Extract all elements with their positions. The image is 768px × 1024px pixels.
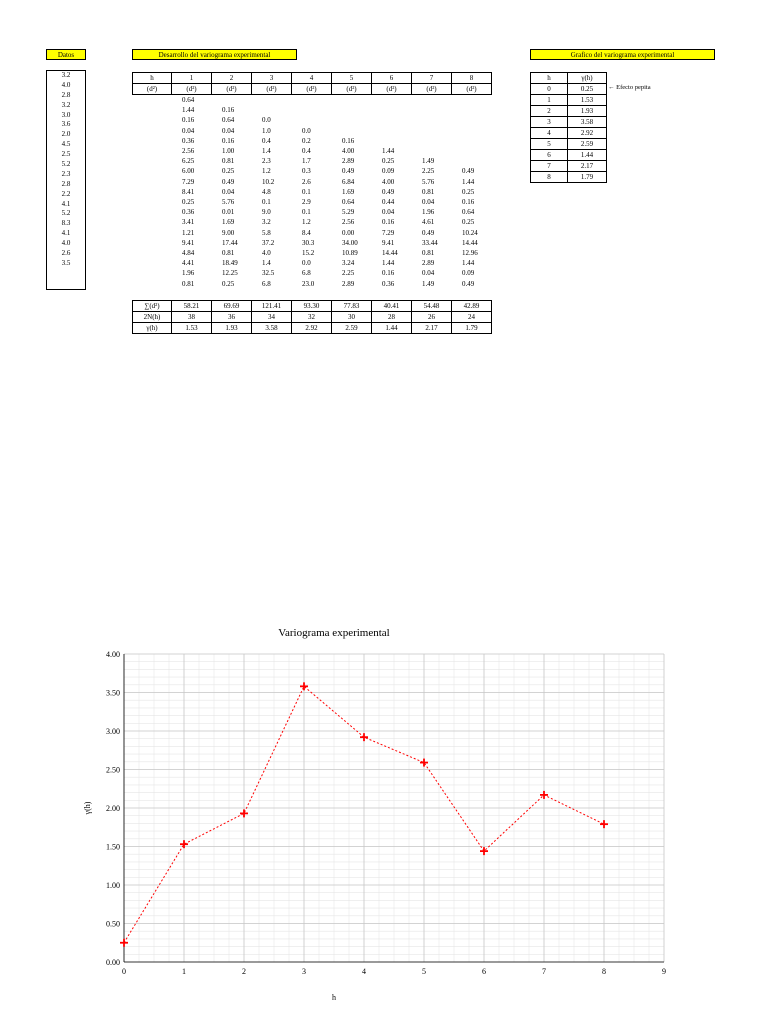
sum-cell: 40.41 xyxy=(372,301,412,312)
diff-value: 0.49 xyxy=(222,177,235,186)
y-tick-label: 3.50 xyxy=(106,688,120,698)
diff-value: 8.4 xyxy=(302,228,311,237)
diff-value: 4.41 xyxy=(182,259,195,268)
sum-cell: 58.21 xyxy=(172,301,212,312)
datos-value: 3.2 xyxy=(61,71,71,79)
gamma-header-cell: h xyxy=(531,73,568,84)
header-h-cell: 4 xyxy=(292,73,332,84)
diff-value: 5.76 xyxy=(222,198,235,206)
diff-value: 0.16 xyxy=(382,218,395,227)
grafico-label: Grafico del variograma experimental xyxy=(530,49,715,60)
datos-value: 5.2 xyxy=(61,209,71,218)
x-tick-label: 7 xyxy=(542,967,546,976)
x-tick-label: 2 xyxy=(242,967,246,976)
count-cell: 34 xyxy=(252,312,292,323)
header-d-cell: (d²) xyxy=(172,84,212,95)
datos-value: 2.2 xyxy=(61,189,71,198)
diff-value: 14.44 xyxy=(382,249,398,257)
diff-value: 2.25 xyxy=(422,167,435,176)
diff-value: 0.04 xyxy=(182,126,195,135)
datos-label: Datos xyxy=(46,49,86,60)
gamma-cell: 0.25 xyxy=(568,84,607,95)
diff-value: 0.81 xyxy=(182,279,195,288)
diff-value: 1.96 xyxy=(182,269,195,278)
header-h-cell: 7 xyxy=(412,73,452,84)
header-d-cell: (d²) xyxy=(332,84,372,95)
diff-value: 2.89 xyxy=(342,157,355,166)
diff-value: 1.00 xyxy=(222,147,235,155)
diff-value: 12.25 xyxy=(222,269,238,278)
diff-value: 0.25 xyxy=(382,157,395,166)
diff-value: 0.36 xyxy=(382,279,395,288)
y-tick-label: 3.00 xyxy=(106,727,120,736)
y-tick-label: 0.00 xyxy=(106,958,120,967)
diff-value: 6.8 xyxy=(302,269,311,278)
datos-list xyxy=(46,70,86,290)
diff-value: 1.7 xyxy=(302,157,311,166)
x-tick-label: 4 xyxy=(362,967,366,976)
diff-value: 37.2 xyxy=(262,238,275,247)
diff-value: 1.49 xyxy=(422,279,435,288)
diff-value: 10.24 xyxy=(462,228,478,237)
diff-value: 9.41 xyxy=(382,238,395,247)
count-cell: 24 xyxy=(452,312,492,323)
sum-cell: 121.41 xyxy=(252,301,292,312)
diff-value: 0.0 xyxy=(302,126,311,135)
x-tick-label: 6 xyxy=(482,967,486,976)
count-cell: 2N(h) xyxy=(133,312,172,323)
diff-value: 1.44 xyxy=(382,259,395,268)
x-tick-label: 9 xyxy=(662,967,666,976)
diff-value: 1.4 xyxy=(262,147,271,155)
header-d-cell: (d²) xyxy=(412,84,452,95)
diff-value: 23.0 xyxy=(302,279,315,288)
count-cell: 36 xyxy=(212,312,252,323)
diff-value: 12.96 xyxy=(462,249,478,257)
gamma-cell: 1.93 xyxy=(568,106,607,117)
x-tick-label: 1 xyxy=(182,967,186,976)
gamma-header-cell: γ(h) xyxy=(568,73,607,84)
diff-value: 0.25 xyxy=(462,218,475,227)
diff-value: 2.9 xyxy=(302,198,311,206)
gamma-cell: 2.17 xyxy=(412,323,452,334)
diff-value: 0.01 xyxy=(222,208,235,217)
datos-value: 4.1 xyxy=(61,229,71,238)
datos-value: 2.8 xyxy=(61,90,71,99)
diff-value: 0.49 xyxy=(382,187,395,196)
datos-value: 3.5 xyxy=(61,258,71,267)
diff-value: 0.81 xyxy=(422,187,435,196)
diff-value: 0.0 xyxy=(262,116,271,125)
sum-cell: ∑(d²) xyxy=(133,301,172,312)
diff-value: 33.44 xyxy=(422,238,438,247)
diff-value: 0.0 xyxy=(302,259,311,268)
gamma-cell: 8 xyxy=(531,172,568,183)
diff-value: 8.41 xyxy=(182,187,195,196)
gamma-cell: 2.59 xyxy=(332,323,372,334)
diff-value: 0.4 xyxy=(302,147,311,155)
diff-value: 0.25 xyxy=(222,167,235,176)
datos-value: 8.3 xyxy=(61,219,71,228)
diff-value: 9.41 xyxy=(182,238,195,247)
diff-value: 0.25 xyxy=(222,279,235,288)
diff-value: 1.44 xyxy=(462,177,475,186)
diff-value: 0.09 xyxy=(462,269,475,278)
chart-title: Variograma experimental xyxy=(278,627,390,639)
gamma-cell: 3 xyxy=(531,117,568,128)
diff-value: 0.09 xyxy=(382,167,395,176)
diff-value: 0.81 xyxy=(422,249,435,257)
datos-value: 4.5 xyxy=(61,140,71,149)
header-d-cell: (d²) xyxy=(133,84,172,95)
diff-value: 0.16 xyxy=(182,116,195,125)
diff-value: 0.16 xyxy=(342,136,355,145)
gamma-cell: 2.92 xyxy=(292,323,332,334)
gamma-cell: 3.58 xyxy=(252,323,292,334)
datos-value: 3.0 xyxy=(61,110,71,119)
diff-value: 1.49 xyxy=(422,157,435,166)
diff-value: 7.29 xyxy=(382,228,395,237)
diff-value: 0.1 xyxy=(302,208,311,217)
header-d-cell: (d²) xyxy=(292,84,332,95)
diff-value: 0.2 xyxy=(302,136,311,145)
diff-value: 0.64 xyxy=(462,208,475,217)
diff-value: 9.00 xyxy=(222,228,235,237)
datos-value: 4.0 xyxy=(61,80,71,89)
gamma-cell: 1 xyxy=(531,95,568,106)
diff-value: 6.25 xyxy=(182,157,195,166)
efecto-pepita-note: ← Efecto pepita xyxy=(608,84,651,91)
x-tick-label: 5 xyxy=(422,967,426,976)
sum-cell: 69.69 xyxy=(212,301,252,312)
y-tick-label: 4.00 xyxy=(106,650,120,659)
datos-value: 2.8 xyxy=(61,179,71,188)
diff-value: 0.49 xyxy=(462,167,475,176)
x-tick-label: 8 xyxy=(602,967,606,976)
diff-value: 0.64 xyxy=(182,96,195,104)
diff-value: 1.2 xyxy=(302,218,311,227)
diff-value: 1.69 xyxy=(342,187,355,196)
gamma-cell: 1.79 xyxy=(568,172,607,183)
header-d-cell: (d²) xyxy=(252,84,292,95)
gamma-cell: 2.59 xyxy=(568,139,607,150)
datos-value: 2.6 xyxy=(61,249,71,258)
datos-value: 4.0 xyxy=(61,239,71,248)
sum-cell: 93.30 xyxy=(292,301,332,312)
diff-value: 1.44 xyxy=(182,106,195,115)
diff-value: 3.2 xyxy=(262,218,271,227)
count-cell: 26 xyxy=(412,312,452,323)
x-tick-label: 0 xyxy=(122,967,126,976)
count-cell: 32 xyxy=(292,312,332,323)
sum-cell: 54.48 xyxy=(412,301,452,312)
gamma-cell: 4 xyxy=(531,128,568,139)
datos-value: 4.1 xyxy=(61,199,71,208)
variogram-summary-table xyxy=(132,300,492,334)
diff-value: 1.4 xyxy=(262,259,271,268)
y-axis-label: γ(h) xyxy=(83,801,92,815)
diff-value: 0.04 xyxy=(222,126,235,135)
diff-value: 32.5 xyxy=(262,269,275,278)
gamma-cell: 2.17 xyxy=(568,161,607,172)
diff-value: 0.1 xyxy=(302,187,311,196)
header-h-cell: 8 xyxy=(452,73,492,84)
diff-value: 1.69 xyxy=(222,218,235,227)
gamma-cell: 3.58 xyxy=(568,117,607,128)
diff-value: 34.00 xyxy=(342,238,358,247)
header-h-cell: 5 xyxy=(332,73,372,84)
diff-value: 0.25 xyxy=(182,198,195,206)
diff-value: 4.00 xyxy=(382,177,395,186)
gamma-cell: 1.44 xyxy=(372,323,412,334)
datos-value: 2.3 xyxy=(61,169,71,178)
header-h-cell: 2 xyxy=(212,73,252,84)
desarrollo-label: Desarrollo del variograma experimental xyxy=(132,49,297,60)
y-tick-label: 0.50 xyxy=(106,919,120,929)
header-h-cell: 1 xyxy=(172,73,212,84)
header-h-cell: 6 xyxy=(372,73,412,84)
diff-value: 0.44 xyxy=(382,198,395,206)
sum-cell: 77.83 xyxy=(332,301,372,312)
datos-value: 5.2 xyxy=(61,160,71,169)
gamma-table xyxy=(530,72,607,183)
diff-value: 0.49 xyxy=(462,279,475,288)
gamma-cell: 1.44 xyxy=(568,150,607,161)
sum-cell: 42.89 xyxy=(452,301,492,312)
gamma-cell: 1.93 xyxy=(212,323,252,334)
diff-value: 2.56 xyxy=(182,147,195,155)
diff-value: 2.25 xyxy=(342,269,355,278)
datos-value: 3.6 xyxy=(61,120,71,129)
gamma-cell: 0 xyxy=(531,84,568,95)
diff-value: 2.89 xyxy=(422,259,435,268)
y-tick-label: 1.50 xyxy=(106,842,120,852)
gamma-cell: 1.79 xyxy=(452,323,492,334)
header-d-cell: (d²) xyxy=(452,84,492,95)
diff-value: 0.36 xyxy=(182,136,195,145)
gamma-cell: 2 xyxy=(531,106,568,117)
diff-value: 9.0 xyxy=(262,208,271,217)
diff-value: 0.04 xyxy=(382,208,395,217)
diff-value: 1.0 xyxy=(262,126,271,135)
diff-value: 10.2 xyxy=(262,177,275,186)
diff-value: 15.2 xyxy=(302,249,315,257)
diff-value: 2.89 xyxy=(342,279,355,288)
diff-value: 0.36 xyxy=(182,208,195,217)
diff-value: 0.25 xyxy=(462,187,475,196)
diff-value: 0.64 xyxy=(222,116,235,125)
diff-value: 7.29 xyxy=(182,177,195,186)
diff-value: 18.49 xyxy=(222,259,238,268)
diff-value: 2.56 xyxy=(342,218,355,227)
diff-value: 4.8 xyxy=(262,187,271,196)
diff-value: 6.00 xyxy=(182,167,195,176)
diff-value: 6.84 xyxy=(342,177,355,186)
diff-value: 5.8 xyxy=(262,228,271,237)
diff-value: 0.1 xyxy=(262,198,271,206)
count-cell: 30 xyxy=(332,312,372,323)
gamma-cell: 7 xyxy=(531,161,568,172)
diff-value: 0.3 xyxy=(302,167,311,176)
diff-value: 1.2 xyxy=(262,167,271,176)
diff-value: 1.44 xyxy=(382,147,395,155)
diff-value: 5.76 xyxy=(422,177,435,186)
count-cell: 28 xyxy=(372,312,412,323)
diff-value: 2.6 xyxy=(302,177,311,186)
y-tick-label: 2.50 xyxy=(106,765,120,775)
gamma-cell: 6 xyxy=(531,150,568,161)
diff-value: 0.16 xyxy=(222,106,235,115)
header-h-cell: 3 xyxy=(252,73,292,84)
count-cell: 38 xyxy=(172,312,212,323)
gamma-cell: 5 xyxy=(531,139,568,150)
gamma-cell: 1.53 xyxy=(172,323,212,334)
y-tick-label: 2.00 xyxy=(106,804,120,813)
diff-value: 4.0 xyxy=(262,249,271,257)
gamma-cell: 2.92 xyxy=(568,128,607,139)
header-d-cell: (d²) xyxy=(212,84,252,95)
diff-value: 4.00 xyxy=(342,147,355,155)
y-tick-label: 1.00 xyxy=(106,881,120,890)
diff-value: 0.81 xyxy=(222,249,235,257)
diff-value: 1.96 xyxy=(422,208,435,217)
diff-value: 3.24 xyxy=(342,259,355,268)
variogram-chart xyxy=(60,616,680,1006)
datos-value: 3.2 xyxy=(61,100,71,109)
diff-value: 17.44 xyxy=(222,238,238,247)
x-axis-label: h xyxy=(332,993,336,1002)
diff-value: 0.00 xyxy=(342,228,355,237)
gamma-cell: γ(h) xyxy=(133,323,172,334)
diff-value: 0.16 xyxy=(222,136,235,145)
diff-value: 1.44 xyxy=(462,259,475,268)
datos-value: 2.0 xyxy=(61,130,71,139)
header-d-cell: (d²) xyxy=(372,84,412,95)
diff-value: 1.21 xyxy=(182,228,195,237)
diff-value: 0.64 xyxy=(342,198,355,206)
diff-value: 5.29 xyxy=(342,208,355,217)
diff-value: 0.04 xyxy=(222,187,235,196)
diff-value: 30.3 xyxy=(302,238,315,247)
x-tick-label: 3 xyxy=(302,967,306,976)
diff-value: 2.3 xyxy=(262,157,271,166)
diff-value: 0.81 xyxy=(222,157,235,166)
diff-value: 0.49 xyxy=(422,228,435,237)
diff-value: 10.89 xyxy=(342,249,358,257)
diff-value: 0.16 xyxy=(382,269,395,278)
diff-value: 0.04 xyxy=(422,269,435,278)
diff-value: 4.61 xyxy=(422,218,435,227)
datos-value: 2.5 xyxy=(61,150,71,159)
diff-value: 3.41 xyxy=(182,218,195,227)
diff-value: 0.49 xyxy=(342,167,355,176)
variogram-header-table xyxy=(132,72,492,95)
gamma-cell: 1.53 xyxy=(568,95,607,106)
diff-value: 0.16 xyxy=(462,198,475,206)
diff-value: 14.44 xyxy=(462,238,478,247)
diff-value: 0.04 xyxy=(422,198,435,206)
diff-value: 6.8 xyxy=(262,279,271,288)
header-h-cell: h xyxy=(133,73,172,84)
diff-value: 4.84 xyxy=(182,249,195,257)
diff-value: 0.4 xyxy=(262,136,271,145)
